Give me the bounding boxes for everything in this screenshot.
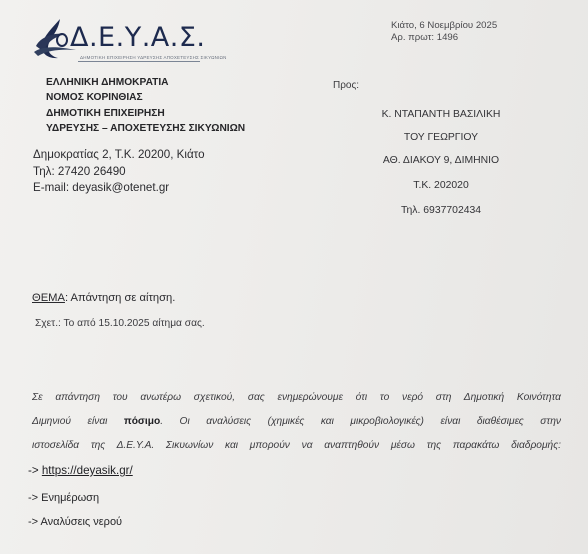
subject-text: : Απάντηση σε αίτηση. xyxy=(64,292,176,304)
body-line-2 xyxy=(32,416,561,427)
sender-line: ΥΔΡΕΥΣΗΣ – ΑΠΟΧΕΤΕΥΣΗΣ ΣΙΚΥΩΝΙΩΝ xyxy=(46,122,246,134)
path-step-news: -> Ενημέρωση xyxy=(28,492,100,504)
subject-line xyxy=(32,292,175,304)
body-text: Διμηνιού είναι xyxy=(32,416,124,427)
path-step-water-analyses: -> Αναλύσεις νερού xyxy=(28,516,123,528)
recipient-phone: Τηλ. 6937702434 xyxy=(400,205,482,216)
sender-address: Δημοκρατίας 2, Τ.Κ. 20200, Κιάτο xyxy=(33,148,205,161)
sender-line: ΕΛΛΗΝΙΚΗ ΔΗΜΟΚΡΑΤΙΑ xyxy=(46,77,169,88)
letter-date: Κιάτο, 6 Νοεμβρίου 2025 xyxy=(391,20,498,31)
date-protocol-block xyxy=(391,20,497,44)
website-link[interactable]: https://deyasik.gr/ xyxy=(41,464,133,477)
arrow-marker: -> xyxy=(28,464,42,477)
sender-email: E-mail: deyasik@otenet.gr xyxy=(33,181,170,194)
subject-label: ΘΕΜΑ xyxy=(32,292,65,304)
logo-title: Δ.Ε.Υ.Α.Σ. xyxy=(70,22,206,53)
body-text: . Οι αναλύσεις (χημικές και μικροβιολογικές) είναι διαθέσιμες στην xyxy=(160,416,561,427)
logo-divider xyxy=(78,61,200,62)
sender-phone: Τηλ: 27420 26490 xyxy=(33,164,126,178)
body-line-3: ιστοσελίδα της Δ.Ε.Υ.Α. Σικυωνίων και μπορούν να αναπτηθούν μέσω της παρακάτω διαδρομής: xyxy=(32,440,561,451)
sender-contact xyxy=(33,147,205,197)
recipient-postcode: Τ.Κ. 202020 xyxy=(413,180,469,191)
recipient-address: ΑΘ. ΔΙΑΚΟΥ 9, ΔΙΜΗΝΙΟ xyxy=(382,155,500,166)
sender-header xyxy=(46,75,245,136)
potable-emphasis: πόσιμο xyxy=(123,416,161,427)
sender-line: ΔΗΜΟΤΙΚΗ ΕΠΙΧΕΙΡΗΣΗ xyxy=(46,107,165,119)
logo-tagline: ΔΗΜΟΤΙΚΗ ΕΠΙΧΕΙΡΗΣΗ ΥΔΡΕΥΣΗΣ ΑΠΟΧΕΤΕΥΣΗΣ ΣΙΚΥΩΝΙΩΝ xyxy=(80,55,227,60)
body-line-1: Σε απάντηση του ανωτέρω σχετικού, σας ενημερώνουμε ότι το νερό στη Δημοτική Κοινότητα xyxy=(32,392,561,403)
protocol-number: Αρ. πρωτ: 1496 xyxy=(391,32,459,43)
recipient-label: Προς: xyxy=(333,80,360,91)
recipient-father: ΤΟΥ ΓΕΩΡΓΙΟΥ xyxy=(403,132,479,143)
recipient-name: Κ. ΝΤΑΠΑΝΤΗ ΒΑΣΙΛΙΚΗ xyxy=(381,109,501,120)
website-path-line xyxy=(28,464,133,477)
sender-line: ΝΟΜΟΣ ΚΟΡΙΝΘΙΑΣ xyxy=(46,92,143,104)
reference-line: Σχετ.: Το από 15.10.2025 αίτημα σας. xyxy=(35,318,205,329)
